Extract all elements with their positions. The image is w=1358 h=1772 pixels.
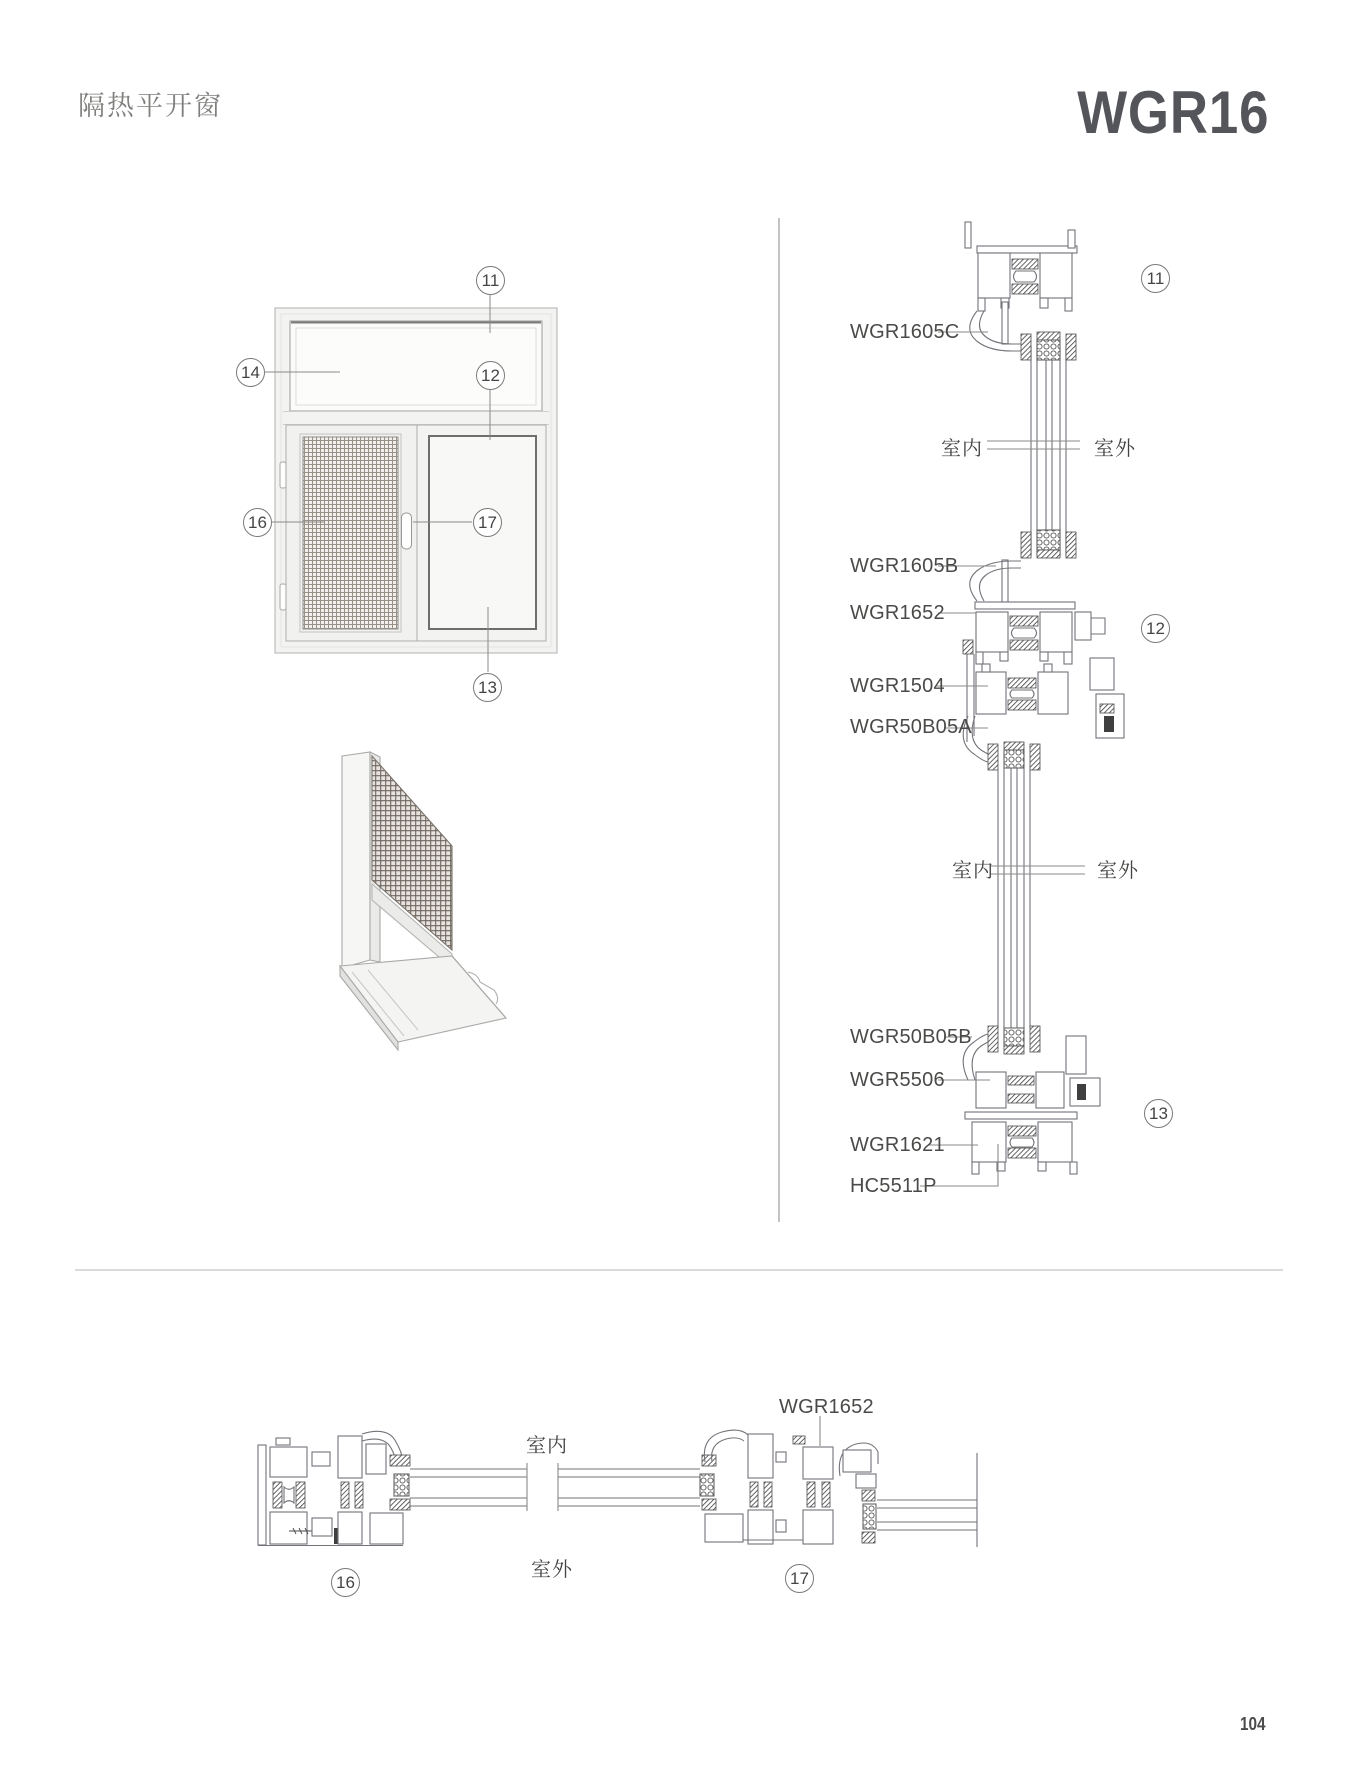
corner-3d-view [340, 752, 506, 1050]
indoor-label-v1: 室内 [941, 438, 983, 460]
hinge-icon [280, 584, 286, 610]
page-title: 隔热平开窗 [78, 91, 223, 121]
outdoor-label-v1: 室外 [1094, 438, 1136, 460]
profile-top-frame [965, 222, 1077, 311]
glass-unit-top [1031, 346, 1066, 556]
part-label-wgr1605b: WGR1605B [850, 555, 959, 577]
part-label-wgr50b05a: WGR50B05A [850, 716, 972, 738]
callout-section-16: 16 [331, 1568, 360, 1597]
handle-icon [402, 513, 412, 549]
callout-elevation-14: 14 [236, 358, 265, 387]
part-label-wgr1652-h: WGR1652 [779, 1396, 874, 1418]
indoor-label-h: 室内 [526, 1435, 568, 1457]
mesh-screen-sash [286, 425, 417, 641]
callout-section-11: 11 [1141, 264, 1170, 293]
part-label-wgr1605c: WGR1605C [850, 321, 960, 343]
page-number: 104 [1240, 1714, 1266, 1734]
glass-unit-bottom [998, 768, 1030, 1028]
callout-section-13: 13 [1144, 1099, 1173, 1128]
profile-bottom-frame [963, 1026, 1100, 1174]
indoor-label-v2: 室内 [952, 860, 994, 882]
hinge-icon [280, 462, 286, 488]
part-label-wgr50b05b: WGR50B05B [850, 1026, 972, 1048]
callout-elevation-13: 13 [473, 673, 502, 702]
elevation-drawing [265, 295, 557, 672]
part-label-wgr1621: WGR1621 [850, 1134, 945, 1156]
callout-elevation-17: 17 [473, 508, 502, 537]
callout-elevation-16: 16 [243, 508, 272, 537]
part-label-wgr1504: WGR1504 [850, 675, 945, 697]
part-label-wgr1652-v: WGR1652 [850, 602, 945, 624]
horizontal-section-drawing [258, 1416, 977, 1547]
callout-section-17: 17 [785, 1564, 814, 1593]
part-label-hc5511p: HC5511P [850, 1175, 937, 1197]
part-label-wgr5506: WGR5506 [850, 1069, 945, 1091]
outdoor-label-v2: 室外 [1097, 860, 1139, 882]
callout-elevation-12: 12 [476, 361, 505, 390]
callout-elevation-11: 11 [476, 266, 505, 295]
profile-cover-1605c [970, 302, 1076, 360]
outdoor-label-h: 室外 [531, 1559, 573, 1581]
callout-section-12: 12 [1141, 614, 1170, 643]
model-code: WGR16 [1076, 79, 1269, 146]
